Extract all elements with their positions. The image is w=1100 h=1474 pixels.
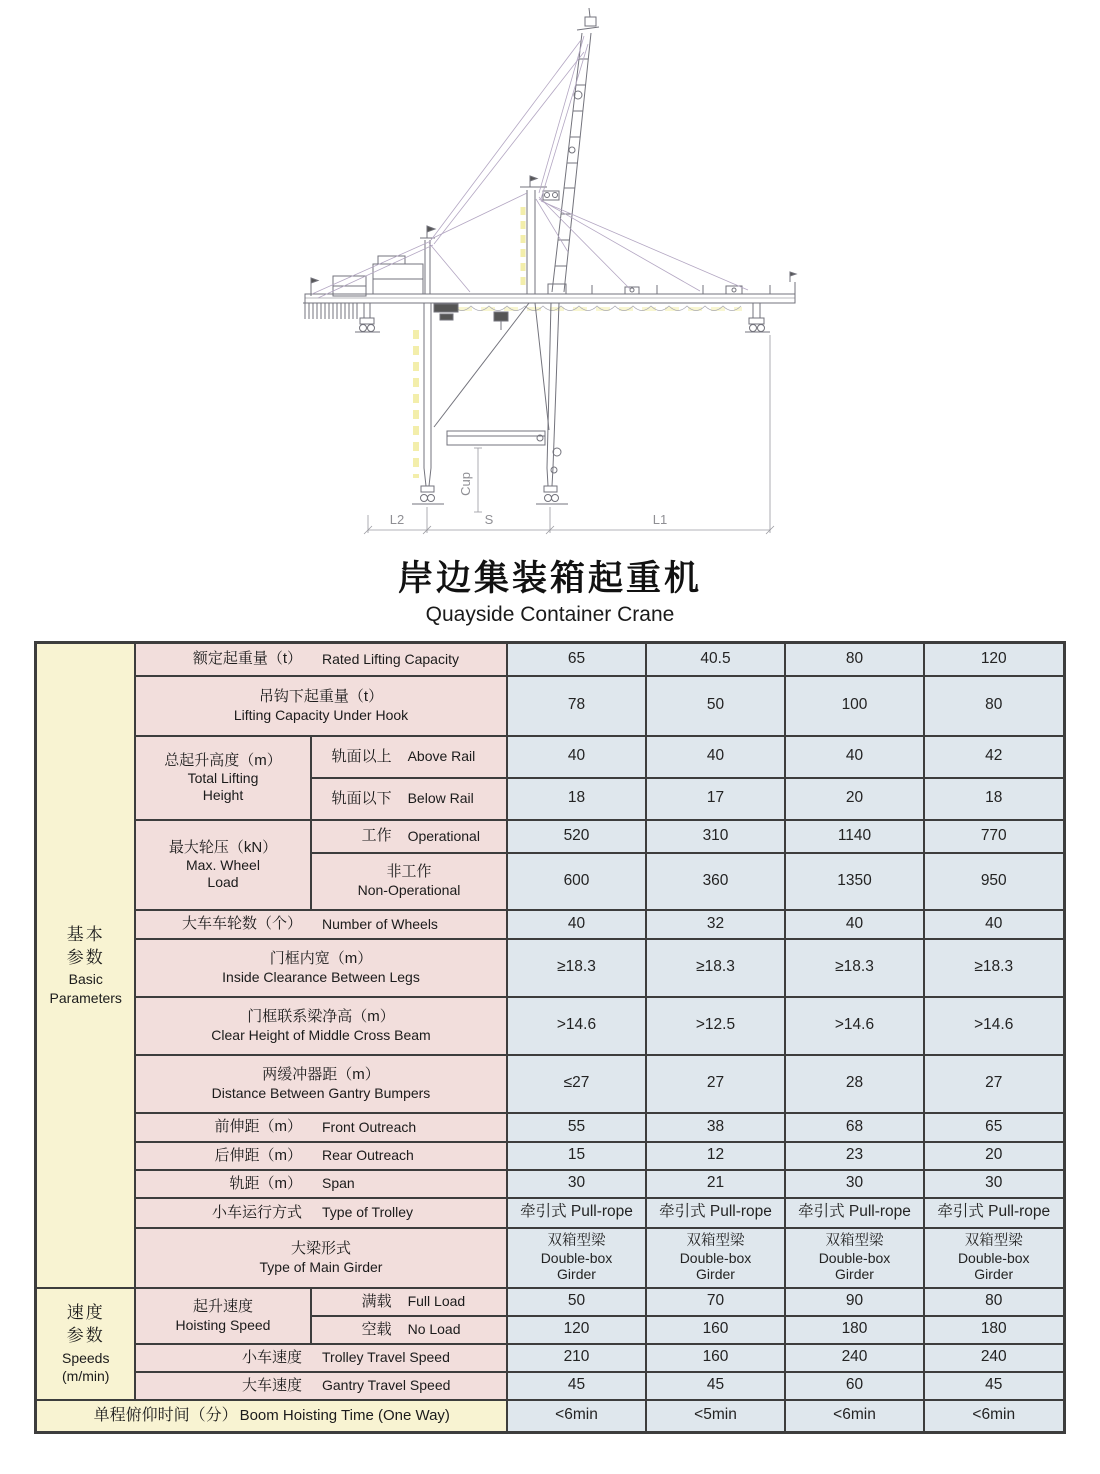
span-value-3: 30	[785, 1170, 924, 1198]
clear-height-cn: 门框联系梁净高（m）	[247, 1007, 395, 1025]
crane-legs	[412, 303, 568, 504]
below-rail-cn: 轨面以下	[331, 789, 392, 807]
main-girder-value-2-cn: 双箱型梁	[686, 1233, 745, 1250]
span-cn: 轨距（m）	[229, 1174, 302, 1192]
trolley-speed-value-2: 160	[646, 1344, 785, 1372]
rated-capacity-value-3: 80	[785, 643, 924, 676]
no-load-value-1: 120	[507, 1316, 646, 1344]
category-speeds-en1: Speeds	[61, 1349, 110, 1366]
under-hook-value-2: 50	[646, 676, 785, 736]
non-operational-value-3: 1350	[785, 853, 924, 910]
boom-time-value-3: <6min	[785, 1400, 924, 1433]
rated-capacity-value-2: 40.5	[646, 643, 785, 676]
under-hook-label	[135, 676, 507, 736]
above-rail-value-4: 42	[924, 736, 1064, 778]
number-of-wheels-en: Number of Wheels	[322, 915, 438, 932]
trolley-speed-value-4: 240	[924, 1344, 1064, 1372]
inside-clearance-value-1: ≥18.3	[507, 939, 646, 997]
main-girder-value-3-en1: Double-box	[818, 1249, 891, 1266]
inside-clearance-cn: 门框内宽（m）	[269, 949, 373, 967]
category-speeds-en2: (m/min)	[62, 1368, 110, 1385]
non-operational-label	[311, 853, 507, 910]
crane-stays	[312, 36, 748, 298]
trolley-speed-label	[135, 1344, 507, 1372]
inside-clearance-value-2: ≥18.3	[646, 939, 785, 997]
gantry-speed-value-3: 60	[785, 1372, 924, 1400]
operational-en: Operational	[407, 827, 480, 844]
main-girder-label	[135, 1228, 507, 1288]
number-of-wheels-value-2: 32	[646, 910, 785, 939]
non-operational-value-2: 360	[646, 853, 785, 910]
total-lifting-height-en2: Height	[202, 786, 244, 803]
rear-outreach-value-2: 12	[646, 1142, 785, 1170]
max-wheel-load-en1: Max. Wheel	[186, 857, 260, 874]
below-rail-value-2: 17	[646, 778, 785, 820]
below-rail-en: Below Rail	[407, 790, 474, 807]
trolley-speed-value-3: 240	[785, 1344, 924, 1372]
above-rail-cn: 轨面以上	[331, 747, 392, 765]
crane-yellow-accents	[416, 207, 742, 478]
number-of-wheels-value-3: 40	[785, 910, 924, 939]
number-of-wheels-value-4: 40	[924, 910, 1064, 939]
full-load-en: Full Load	[407, 1293, 466, 1310]
category-basic-cn2: 参数	[66, 947, 105, 967]
trolley-type-cn: 小车运行方式	[211, 1203, 302, 1221]
inside-clearance-en: Inside Clearance Between Legs	[222, 968, 420, 985]
main-girder-value-4-en1: Double-box	[957, 1249, 1030, 1266]
main-girder-cn: 大梁形式	[290, 1239, 351, 1257]
no-load-value-3: 180	[785, 1316, 924, 1344]
title-block	[0, 551, 1100, 627]
total-lifting-height-cn: 总起升高度（m）	[164, 751, 282, 769]
crane-rear-post	[420, 226, 435, 294]
full-load-value-3: 90	[785, 1288, 924, 1316]
clear-height-label	[135, 997, 507, 1055]
bumper-distance-value-3: 28	[785, 1055, 924, 1113]
boom-time-en: Boom Hoisting Time (One Way)	[239, 1406, 450, 1424]
clear-height-value-4: >14.6	[924, 997, 1064, 1055]
clear-height-value-1: >14.6	[507, 997, 646, 1055]
trolley-type-value-4: 牵引式 Pull-rope	[924, 1198, 1064, 1228]
bumper-distance-value-2: 27	[646, 1055, 785, 1113]
trolley-type-value-2: 牵引式 Pull-rope	[646, 1198, 785, 1228]
no-load-value-2: 160	[646, 1316, 785, 1344]
below-rail-value-3: 20	[785, 778, 924, 820]
rated-capacity-value-4: 120	[924, 643, 1064, 676]
rear-outreach-label	[135, 1142, 507, 1170]
main-girder-value-4-cn: 双箱型梁	[964, 1233, 1023, 1250]
max-wheel-load-label	[135, 820, 311, 910]
front-outreach-value-2: 38	[646, 1113, 785, 1142]
non-operational-value-4: 950	[924, 853, 1064, 910]
span-value-1: 30	[507, 1170, 646, 1198]
main-girder-value-3	[785, 1228, 924, 1288]
bumper-distance-label	[135, 1055, 507, 1113]
under-hook-cn: 吊钩下起重量（t）	[258, 687, 384, 705]
clear-height-en: Clear Height of Middle Cross Beam	[211, 1026, 431, 1043]
under-hook-value-4: 80	[924, 676, 1064, 736]
front-outreach-en: Front Outreach	[322, 1118, 417, 1135]
main-girder-value-3-en2: Girder	[835, 1265, 874, 1282]
below-rail-value-4: 18	[924, 778, 1064, 820]
gantry-speed-cn: 大车速度	[241, 1376, 302, 1394]
operational-label	[311, 820, 507, 853]
number-of-wheels-value-1: 40	[507, 910, 646, 939]
category-speeds-cn2: 参数	[66, 1326, 105, 1346]
crane-drawing	[0, 0, 1100, 545]
rear-outreach-cn: 后伸距（m）	[214, 1146, 302, 1164]
main-girder-value-4-en2: Girder	[974, 1265, 1014, 1282]
full-load-value-2: 70	[646, 1288, 785, 1316]
above-rail-value-1: 40	[507, 736, 646, 778]
rated-capacity-en: Rated Lifting Capacity	[322, 650, 459, 667]
rated-capacity-label	[135, 643, 507, 676]
span-en: Span	[322, 1175, 355, 1192]
operational-cn: 工作	[361, 827, 392, 844]
front-outreach-value-4: 65	[924, 1113, 1064, 1142]
boom-time-value-4: <6min	[924, 1400, 1064, 1433]
clear-height-value-2: >12.5	[646, 997, 785, 1055]
category-basic-en2: Parameters	[49, 990, 122, 1007]
inside-clearance-value-4: ≥18.3	[924, 939, 1064, 997]
under-hook-value-1: 78	[507, 676, 646, 736]
category-basic-cn1: 基本	[66, 924, 105, 944]
page-title-cn: 岸边集装箱起重机	[397, 559, 702, 598]
bumper-distance-value-1: ≤27	[507, 1055, 646, 1113]
hoisting-speed-cn: 起升速度	[192, 1297, 253, 1315]
main-girder-value-3-cn: 双箱型梁	[825, 1233, 884, 1250]
span-value-2: 21	[646, 1170, 785, 1198]
operational-value-1: 520	[507, 820, 646, 853]
front-outreach-value-1: 55	[507, 1113, 646, 1142]
rear-outreach-en: Rear Outreach	[322, 1147, 414, 1164]
category-speeds	[36, 1288, 135, 1400]
no-load-en: No Load	[407, 1321, 461, 1338]
no-load-label	[311, 1316, 507, 1344]
span-value-4: 30	[924, 1170, 1064, 1198]
rear-outreach-value-4: 20	[924, 1142, 1064, 1170]
clear-height-value-3: >14.6	[785, 997, 924, 1055]
trolley-speed-value-1: 210	[507, 1344, 646, 1372]
trolley-type-label	[135, 1198, 507, 1228]
main-girder-value-4	[924, 1228, 1064, 1288]
rear-outreach-value-1: 15	[507, 1142, 646, 1170]
boom-time-value-1: <6min	[507, 1400, 646, 1433]
full-load-label	[311, 1288, 507, 1316]
category-basic-parameters	[36, 643, 135, 1288]
trolley-type-en: Type of Trolley	[322, 1204, 414, 1221]
main-girder-value-2-en2: Girder	[696, 1265, 735, 1282]
trolley-type-value-3: 牵引式 Pull-rope	[785, 1198, 924, 1228]
gantry-speed-en: Gantry Travel Speed	[322, 1377, 451, 1394]
number-of-wheels-label	[135, 910, 507, 939]
boom-time-cn: 单程俯仰时间（分）	[93, 1407, 238, 1425]
below-rail-label	[311, 778, 507, 820]
bumper-distance-en: Distance Between Gantry Bumpers	[211, 1084, 431, 1101]
max-wheel-load-cn: 最大轮压（kN）	[168, 838, 278, 856]
front-outreach-cn: 前伸距（m）	[214, 1118, 302, 1135]
no-load-cn: 空载	[361, 1320, 392, 1338]
rated-capacity-cn: 额定起重量（t）	[192, 650, 302, 668]
category-speeds-cn1: 速度	[66, 1302, 105, 1322]
gantry-speed-label	[135, 1372, 507, 1400]
under-hook-value-3: 100	[785, 676, 924, 736]
trolley-speed-en: Trolley Travel Speed	[322, 1349, 450, 1366]
above-rail-value-3: 40	[785, 736, 924, 778]
main-girder-en: Type of Main Girder	[259, 1258, 383, 1275]
number-of-wheels-cn: 大车车轮数（个）	[181, 915, 302, 932]
no-load-value-4: 180	[924, 1316, 1064, 1344]
below-rail-value-1: 18	[507, 778, 646, 820]
front-outreach-value-3: 68	[785, 1113, 924, 1142]
gantry-speed-value-1: 45	[507, 1372, 646, 1400]
span-label	[135, 1170, 507, 1198]
bumper-distance-cn: 两缓冲器距（m）	[262, 1065, 380, 1083]
crane-girder	[303, 272, 796, 330]
operational-value-4: 770	[924, 820, 1064, 853]
above-rail-label	[311, 736, 507, 778]
bumper-distance-value-4: 27	[924, 1055, 1064, 1113]
full-load-value-1: 50	[507, 1288, 646, 1316]
operational-value-2: 310	[646, 820, 785, 853]
boom-time-label	[36, 1400, 507, 1433]
rated-capacity-value-1: 65	[507, 643, 646, 676]
page-title-en: Quayside Container Crane	[425, 603, 675, 626]
total-lifting-height-label	[135, 736, 311, 820]
full-load-value-4: 80	[924, 1288, 1064, 1316]
category-basic-en1: Basic	[68, 971, 103, 988]
main-girder-value-2-en1: Double-box	[679, 1249, 752, 1266]
inside-clearance-value-3: ≥18.3	[785, 939, 924, 997]
above-rail-value-2: 40	[646, 736, 785, 778]
hoisting-speed-label	[135, 1288, 311, 1344]
inside-clearance-label	[135, 939, 507, 997]
main-girder-value-1-cn: 双箱型梁	[547, 1233, 606, 1250]
above-rail-en: Above Rail	[407, 748, 476, 765]
main-girder-value-2	[646, 1228, 785, 1288]
front-outreach-label	[135, 1113, 507, 1142]
non-operational-value-1: 600	[507, 853, 646, 910]
dim-label-s: S	[484, 512, 494, 527]
non-operational-cn: 非工作	[386, 863, 432, 881]
trolley-speed-cn: 小车速度	[241, 1348, 302, 1366]
boom-time-value-2: <5min	[646, 1400, 785, 1433]
trolley-type-value-1: 牵引式 Pull-rope	[507, 1198, 646, 1228]
spec-table	[34, 641, 1065, 1434]
max-wheel-load-en2: Load	[207, 873, 239, 890]
dim-label-l1: L1	[652, 512, 668, 527]
full-load-cn: 满载	[361, 1292, 392, 1310]
non-operational-en: Non-Operational	[357, 882, 461, 899]
total-lifting-height-en1: Total Lifting	[187, 770, 259, 787]
main-girder-value-1-en2: Girder	[557, 1265, 596, 1282]
dim-label-cup: Cup	[458, 472, 473, 496]
rear-outreach-value-3: 23	[785, 1142, 924, 1170]
operational-value-3: 1140	[785, 820, 924, 853]
under-hook-en: Lifting Capacity Under Hook	[233, 706, 409, 723]
main-girder-value-1	[507, 1228, 646, 1288]
gantry-speed-value-4: 45	[924, 1372, 1064, 1400]
main-girder-value-1-en1: Double-box	[540, 1249, 613, 1266]
crane-machinery-house	[311, 256, 423, 296]
hoisting-speed-en: Hoisting Speed	[175, 1316, 271, 1333]
dim-label-l2: L2	[389, 512, 405, 527]
gantry-speed-value-2: 45	[646, 1372, 785, 1400]
